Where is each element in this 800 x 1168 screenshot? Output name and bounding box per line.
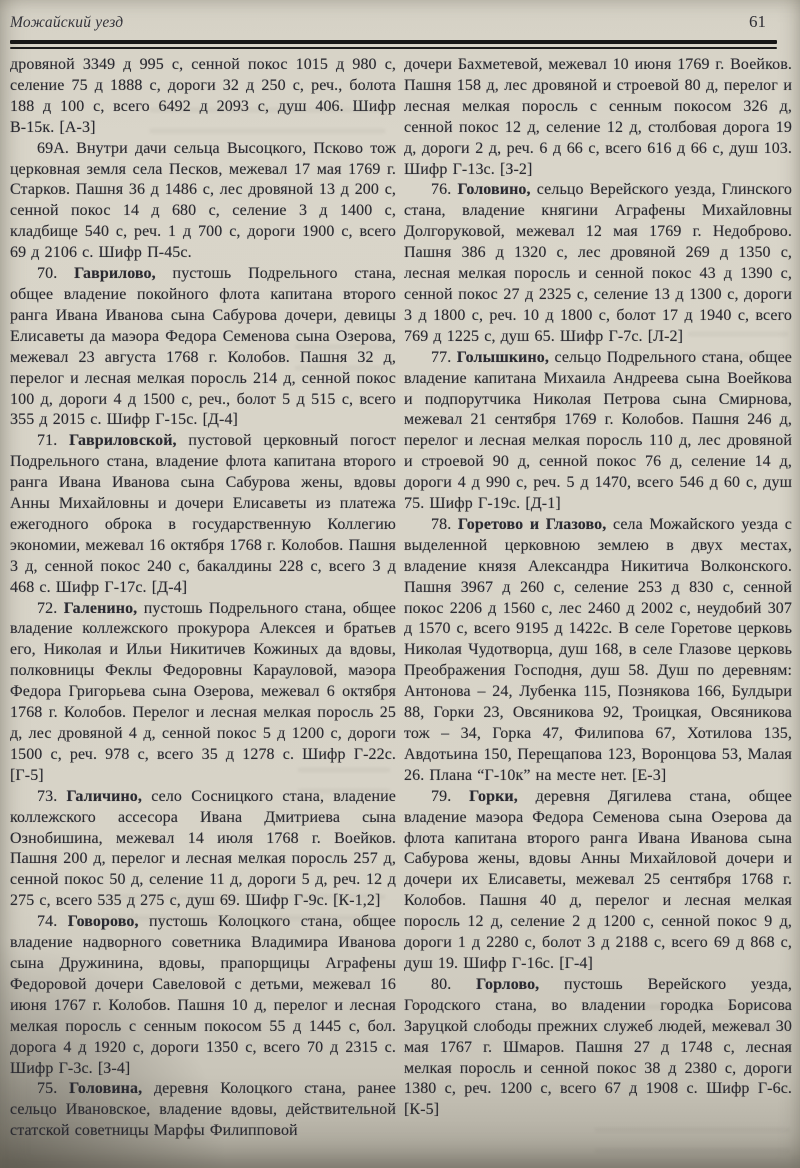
entry-place-name: Галенино, (63, 599, 138, 617)
entry-text: пустошь Подрельного стана, общее владение покойного флота капитана второго ранга Ивана Иванова сына Сабурова дочери, девицы Елисаветы да маэора Федора Семенова сына Озерова, межевал 23 августа 1768 г. Колобов. Пашня 32 д, перелог и лесная мелкая поросль 214 д, сенной покос 100 д, дороги 4 д 1500 с, реч., болот 5 д 515 с, всего 355 д 2015 с. Шифр Г-15с. [Д-4] (10, 265, 396, 429)
entry-place-name: Говорово, (67, 913, 139, 931)
entry-text: 77. (431, 348, 457, 366)
entry-text: сельцо Подрельного стана, общее владение капитана Михаила Андреева сына Воейкова и подпорутчика Николая Петрова сына Смирнова, межевал 21 сентября 1769 г. Колобов. Пашня 246 д, перелог и лесная мелкая поросль 110 д, лес дровяной и строевой 90 д, сенной покос 76 д, селение 14 д, дороги 4 д 990 с, реч. 5 д 1470, всего 546 д 60 с, душ 75. Шифр Г-19с. [Д-1] (404, 348, 792, 513)
entry-text: деревня Дягилева стана, общее владение маэора Федора Семенова сына Озерова да флота капитана второго ранга Ивана Иванова сына Сабурова жены, вдовы Анны Михайловой дочери и дочери их Елисаветы, межевал 25 сентября 1768 г. Колобов. Пашня 40 д, перелог и лесная мелкая поросль 12 д, селение 2 д 1200 с, сенной покос 9 д, дороги 1 д 2280 с, болот 3 д 2188 с, всего 69 д 868 с, душ 19. Шифр Г-16с. [Г-4] (404, 787, 792, 972)
entry-text: 78. (431, 515, 458, 533)
entry-text: пустошь Верейского уезда, Городского стана, во владении городка Борисова Заруцкой слободы прежних служеб людей, межевал 30 мая 1767 г. Шмаров. Пашня 27 д 1748 с, лесная мелкая поросль и сенной покос 38 д 2380 с, дороги 1380 с, реч. 1200 с, всего 67 д 1908 с. Шифр Г-6с. [К-5] (404, 975, 792, 1119)
entry-paragraph (10, 139, 396, 264)
entry-text: 74. (37, 913, 68, 931)
entry-place-name: Галичино, (66, 787, 142, 805)
rule-thin-line (10, 47, 777, 49)
entry-text: пустошь Колоцкого стана, общее владение надворного советника Владимира Иванова сына Дружинина, вдовы, прапорщицы Аграфены Федоровой дочери Савеловой с детьми, межевал 16 июня 1767 г. Колобов. Пашня 10 д, перелог и лесная мелкая поросль с сенным покосом 55 д 1445 с, бол. дорога 4 д 1920 с, дороги 1350 с, всего 70 д 2315 с. Шифр Г-3с. [З-4] (10, 913, 396, 1077)
entry-text: 72. (37, 599, 64, 617)
entry-place-name: Гавриловской, (69, 432, 177, 450)
entry-paragraph (404, 55, 792, 180)
entry-text: дровяной 3349 д 995 с, сенной покос 1015 д 980 с, селение 75 д 1888 с, дороги 32 д 250 с, реч., болота 188 д 100 с, всего 6492 д 2093 с, душ 406. Шифр В-15к. [А-3] (10, 56, 396, 136)
entry-paragraph (10, 55, 396, 139)
entry-place-name: Горки, (469, 787, 518, 805)
entry-place-name: Голышкино, (456, 348, 549, 366)
entry-place-name: Горлово, (476, 975, 540, 993)
entry-text: деревня Колоцкого стана, ранее сельцо Ивановское, владение вдовы, действительной статской советницы Марфы Филипповой (10, 1080, 396, 1140)
entry-text: пустовой церковный погост Подрельного стана, владение флота капитана второго ранга Ивана Иванова сына Сабурова жены, вдовы Анны Михайловны и дочери Елисаветы из платежа ежегодного оброка в государственную Коллегию экономии, межевал 16 октября 1768 г. Колобов. Пашня 3 д, сенной покос 240 с, бакалдины 228 с, всего 3 д 468 с. Шифр Г-17с. [Д-4] (10, 432, 396, 596)
entry-paragraph (404, 180, 792, 347)
entry-text: 79. (431, 787, 470, 805)
entry-paragraph (10, 1079, 396, 1142)
entry-text: сельцо Верейского уезда, Глинского стана, владение княгини Аграфены Михайловны Долгоруковой, межевал 12 мая 1769 г. Недоброво. Пашня 386 д 1320 с, лес дровяной 269 д 1350 с, лесная мелкая поросль и сенной покос 43 д 1390 с, сенной покос 27 д 2325 с, селение 13 д 1300 с, дороги 3 д 1800 с, реч. 10 д 1800 с, болот 17 д 1940 с, всего 769 д 1225 с, душ 65. Шифр Г-7с. [Л-2] (404, 181, 792, 345)
page-number: 61 (749, 12, 766, 31)
entry-text: 76. (431, 181, 458, 199)
entry-text: 70. (37, 265, 75, 283)
entry-paragraph (10, 431, 396, 598)
entry-place-name: Головино, (457, 181, 531, 199)
entry-text: село Сосницкого стана, владение коллежского ассесора Ивана Дмитриева сына Ознобишина, межевал 14 июля 1768 г. Воейков. Пашня 200 д, перелог и лесная мелкая поросль 257 д, сенной покос 50 д, селение 11 д, дороги 5 д, реч. 12 д 275 с, всего 535 д 275 с, душ 69. Шифр Г-9с. [К-1,2] (10, 787, 396, 910)
text-column-right (404, 55, 792, 1151)
entry-text: села Можайского уезда с выделенной церковною землею в двух местах, владение князя Александра Никитича Волконского. Пашня 3967 д 260 с, селение 253 д 830 с, сенной покос 2206 д 1560 с, лес 2460 д 2002 с, неудобий 307 д 1570 с, всего 9195 д 1422с. В селе Горетове церковь Николая Чудотворца, душ 168, в селе Глазове церковь Преображения Господня, душ 58. Душ по деревням: Антонова – 24, Лубенка 115, Познякова 166, Булдыри 88, Горки 23, Овсяникова 92, Троицкая, Овсяникова тож – 34, Горка 47, Филипова 67, Хотилова 135, Авдотьина 150, Перещапова 123, Воронцова 53, Малая 26. Плана “Г-10к” на месте нет. [Е-3] (404, 515, 792, 784)
page-header (10, 14, 770, 38)
header-double-rule (10, 40, 777, 49)
entry-place-name: Горетово и Глазово, (457, 515, 607, 533)
entry-paragraph (10, 264, 396, 431)
text-column-left (10, 55, 396, 1151)
entry-text: дочери Бахметевой, межевал 10 июня 1769 г. Воейков. Пашня 158 д, лес дровяной и строевой 80 д, перелог и лесная мелкая поросль с сенным покосом 326 д, сенной покос 12 д, селение 12 д, столбовая дорога 19 д, дороги 2 д, реч. 6 д 66 с, всего 616 д 66 с, душ 103. Шифр Г-13с. [З-2] (404, 56, 792, 178)
entry-paragraph (404, 348, 792, 515)
entry-paragraph (10, 912, 396, 1079)
entry-text: 71. (37, 432, 70, 450)
entry-paragraph (10, 599, 396, 787)
entry-place-name: Головина, (69, 1080, 143, 1098)
entry-text: 75. (37, 1080, 70, 1098)
entry-paragraph (404, 975, 792, 1121)
entry-paragraph (404, 515, 792, 787)
entry-place-name: Гаврилово, (74, 265, 156, 283)
entry-text: 73. (37, 787, 67, 805)
entry-text: 80. (431, 975, 477, 993)
entry-text: 69А. Внутри дачи сельца Высоцкого, Псково тож церковная земля села Песков, межевал 17 мая 1769 г. Старков. Пашня 36 д 1486 с, лес дровяной 13 д 200 с, сенной покос 14 д 680 с, селение 3 д 1400 с, кладбище 540 с, реч. 1 д 700 с, дороги 1900 с, всего 69 д 2106 с. Шифр П-45с. (10, 139, 396, 262)
rule-thick-line (10, 40, 777, 44)
entry-paragraph (10, 787, 396, 912)
running-title: Можайский уезд (10, 14, 124, 31)
entry-text: пустошь Подрельного стана, общее владение коллежского прокурора Алексея и братьев его, Николая и Ильи Никитичев Кожиных да вдовы, полковницы Феклы Федоровны Карауловой, маэора Федора Григорьева сына Озерова, межевал 6 октября 1768 г. Колобов. Перелог и лесная мелкая поросль 25 д, лес дровяной 4 д, сенной покос 5 д 1200 с, дороги 1500 с, реч. 978 с, всего 35 д 1278 с. Шифр Г-22с. [Г-5] (10, 599, 396, 784)
entry-paragraph (404, 787, 792, 975)
